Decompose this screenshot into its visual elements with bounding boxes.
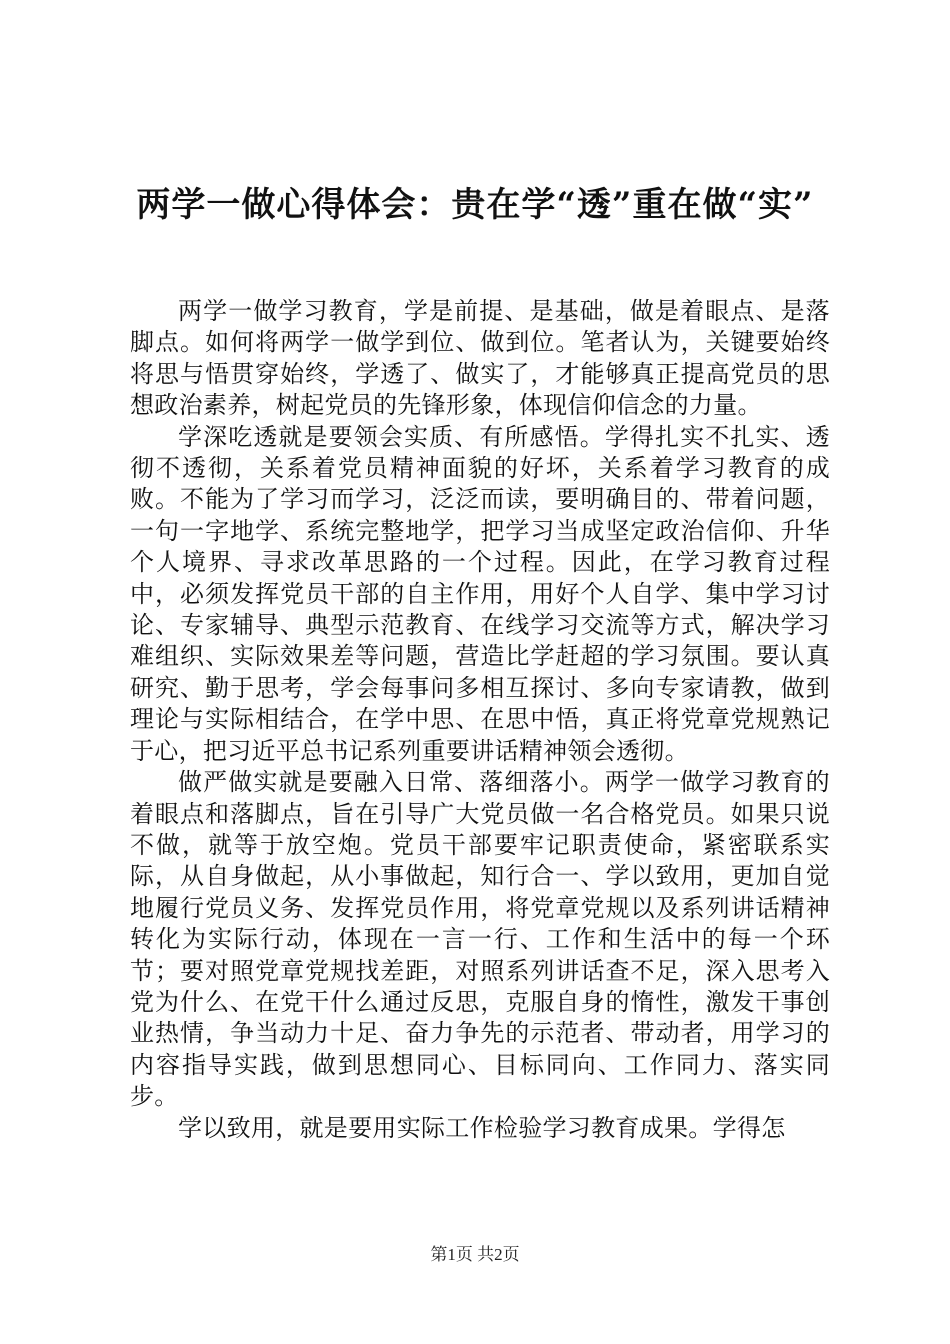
document-body bbox=[130, 296, 830, 1144]
paragraph: 做严做实就是要融入日常、落细落小。两学一做学习教育的着眼点和落脚点，旨在引导广大党员做一名合格党员。如果只说不做，就等于放空炮。党员干部要牢记职责使命，紧密联系实际，从自身做起，从小事做起，知行合一、学以致用，更加自觉地履行党员义务、发挥党员作用，将党章党规以及系列讲话精神转化为实际行动，体现在一言一行、工作和生活中的每一个环节；要对照党章党规找差距，对照系列讲话查不足，深入思考入党为什么、在党干什么通过反思，克服自身的惰性，激发干事创业热情，争当动力十足、奋力争先的示范者、带动者，用学习的内容指导实践，做到思想同心、目标同向、工作同力、落实同步。 bbox=[130, 768, 830, 1111]
paragraph: 学以致用，就是要用实际工作检验学习教育成果。学得怎 bbox=[178, 1113, 786, 1142]
document-title: 两学一做心得体会：贵在学“透”重在做“实” bbox=[136, 185, 814, 225]
paragraph: 两学一做学习教育，学是前提、是基础，做是着眼点、是落脚点。如何将两学一做学到位、做到位。笔者认为，关键要始终将思与悟贯穿始终，学透了、做实了，才能够真正提高党员的思想政治素养，树起党员的先锋形象，体现信仰信念的力量。 bbox=[130, 297, 830, 420]
page-number-footer: 第1页 共2页 bbox=[430, 1245, 520, 1264]
paragraph: 学深吃透就是要领会实质、有所感悟。学得扎实不扎实、透彻不透彻，关系着党员精神面貌的好坏，关系着学习教育的成败。不能为了学习而学习，泛泛而读，要明确目的、带着问题，一句一字地学、系统完整地学，把学习当成坚定政治信仰、升华个人境界、寻求改革思路的一个过程。因此，在学习教育过程中，必须发挥党员干部的自主作用，用好个人自学、集中学习讨论、专家辅导、典型示范教育、在线学习交流等方式，解决学习难组织、实际效果差等问题，营造比学赶超的学习氛围。要认真研究、勤于思考，学会每事问多相互探讨、多向专家请教，做到理论与实际相结合，在学中思、在思中悟，真正将党章党规熟记于心，把习近平总书记系列重要讲话精神领会透彻。 bbox=[130, 422, 830, 765]
